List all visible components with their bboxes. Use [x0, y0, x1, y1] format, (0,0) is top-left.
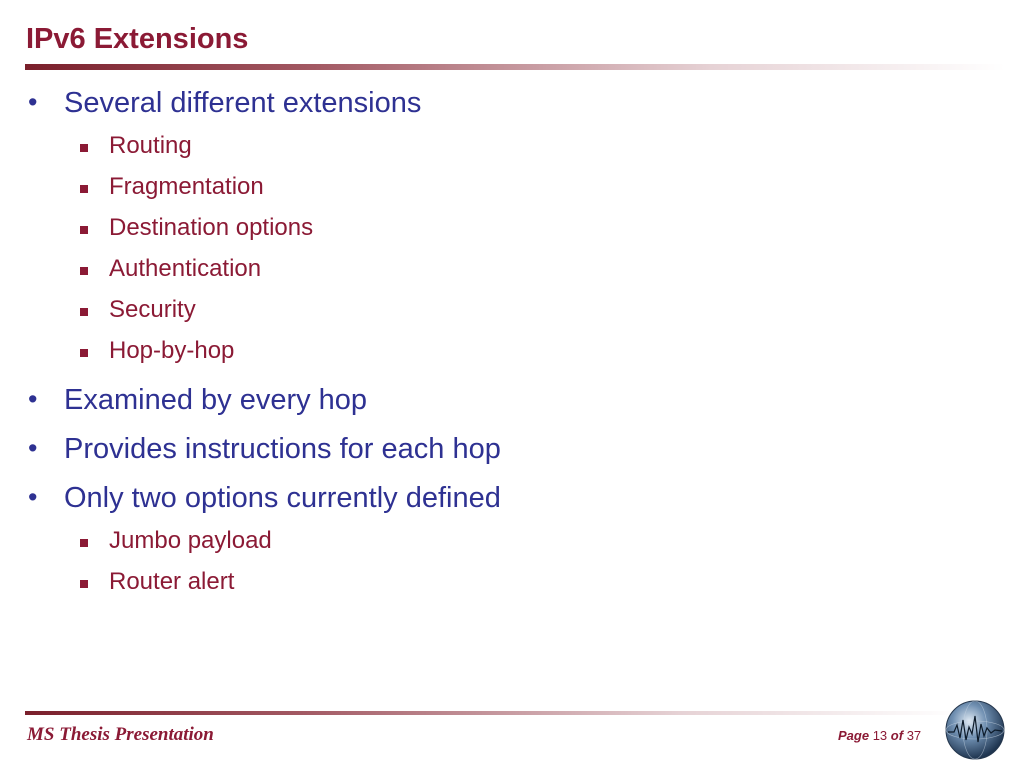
sub-bullet-text: Jumbo payload — [109, 527, 272, 554]
bullet-item — [0, 481, 1000, 527]
sub-bullet-text: Fragmentation — [109, 173, 264, 200]
sub-bullet-text: Routing — [109, 132, 192, 159]
bullet-text: Examined by every hop — [64, 384, 368, 416]
sub-bullet-item — [0, 337, 1000, 383]
sub-bullet-item — [0, 255, 1000, 296]
institute-logo-icon — [944, 694, 1006, 762]
sub-bullet-item — [0, 173, 1000, 214]
square-bullet-icon — [80, 267, 88, 275]
bullet-text: Only two options currently defined — [64, 482, 501, 514]
sub-bullet-item — [0, 132, 1000, 173]
bullet-list — [0, 86, 1000, 609]
bullet-dot-icon: • — [28, 384, 38, 414]
square-bullet-icon — [80, 349, 88, 357]
bullet-dot-icon: • — [28, 433, 38, 463]
bullet-dot-icon: • — [28, 482, 38, 512]
sub-bullet-item — [0, 568, 1000, 609]
sub-bullet-text: Hop-by-hop — [109, 337, 235, 364]
sub-bullet-item — [0, 296, 1000, 337]
sub-bullet-text: Authentication — [109, 255, 262, 282]
square-bullet-icon — [80, 580, 88, 588]
sub-bullet-text: Destination options — [109, 214, 314, 241]
bullet-item — [0, 432, 1000, 481]
bullet-item — [0, 86, 1000, 132]
sub-bullet-text: Security — [109, 296, 196, 323]
page-separator: of — [890, 728, 904, 743]
sub-bullet-item — [0, 214, 1000, 255]
presentation-title: MS Thesis Presentation — [27, 724, 214, 745]
square-bullet-icon — [80, 144, 88, 152]
bullet-text: Several different extensions — [64, 87, 422, 119]
page-total: 37 — [906, 728, 922, 743]
footer-divider — [25, 711, 960, 715]
bullet-item — [0, 383, 1000, 432]
sub-bullet-text: Router alert — [109, 568, 235, 595]
square-bullet-icon — [80, 539, 88, 547]
title-divider — [25, 64, 1005, 70]
page-prefix: Page — [838, 728, 870, 743]
square-bullet-icon — [80, 308, 88, 316]
sub-bullet-item — [0, 527, 1000, 568]
page-current: 13 — [872, 728, 888, 743]
square-bullet-icon — [80, 226, 88, 234]
bullet-dot-icon: • — [28, 87, 38, 117]
slide-title: IPv6 Extensions — [26, 23, 249, 55]
bullet-text: Provides instructions for each hop — [64, 433, 501, 465]
page-indicator — [838, 728, 921, 743]
square-bullet-icon — [80, 185, 88, 193]
